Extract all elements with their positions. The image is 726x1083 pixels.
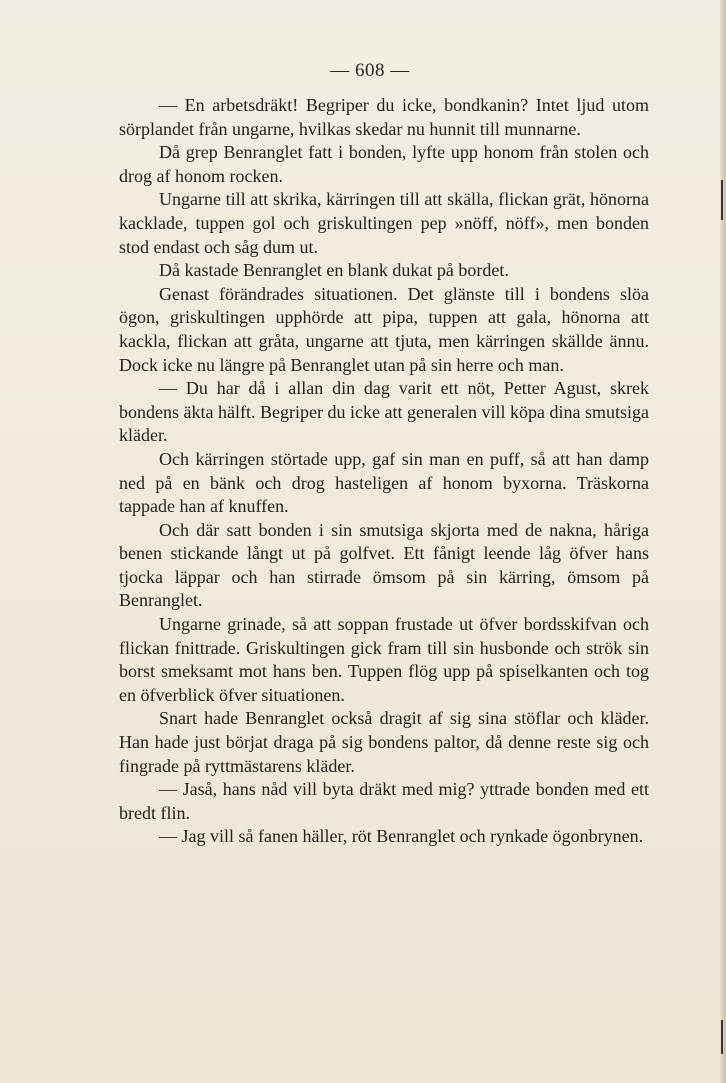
paragraph: — Du har då i allan din dag varit ett nöt, Petter Agust, skrek bondens äkta hälft. Begriper du icke att generalen vill köpa dina smutsiga kläder.: [119, 378, 649, 446]
paragraph: Snart hade Benranglet också dragit af sig sina stöflar och kläder. Han hade just börjat draga på sig bondens paltor, då denne reste sig och fingrade på ryttmästarens kläder.: [119, 708, 649, 776]
paragraph: Genast förändrades situationen. Det glänste till i bondens slöa ögon, griskultingen upphörde att pipa, tuppen att gala, hönorna att kackla, flickan att gråta, ungarne att tjuta, men kärringen skällde ännu. Dock icke nu längre på Benranglet utan på sin herre och man.: [119, 283, 649, 375]
page-number: — 608 —: [330, 60, 410, 81]
paragraph: — Jag vill så fanen häller, röt Benranglet och rynkade ögonbrynen.: [159, 826, 644, 847]
paragraph: Och där satt bonden i sin smutsiga skjorta med de nakna, håriga benen stickande långt ut på golfvet. Ett fånigt leende låg öfver hans tjocka läppar och han stirrade ömsom på sin kärring, ömsom på Benranglet.: [119, 519, 649, 611]
body-text: [119, 94, 649, 849]
edge-mark: [721, 1020, 723, 1054]
paragraph: — Jaså, hans nåd vill byta dräkt med mig? yttrade bonden med ett bredt flin.: [119, 779, 649, 823]
paragraph: — En arbetsdräkt! Begriper du icke, bondkanin? Intet ljud utom sörplandet från ungarne, hvilkas skedar nu hunnit till munnarne.: [119, 95, 649, 139]
paragraph: Ungarne till att skrika, kärringen till att skälla, flickan grät, hönorna kacklade, tuppen gol och griskultingen pep »nöff, nöff», men bonden stod endast och såg dum ut.: [119, 189, 649, 257]
paragraph: Och kärringen störtade upp, gaf sin man en puff, så att han damp ned på en bänk och drog hasteligen af honom byxorna. Träskorna tappade han af knuffen.: [119, 448, 649, 517]
page-edge: [720, 0, 726, 1083]
paragraph: Då kastade Benranglet en blank dukat på bordet.: [159, 260, 509, 281]
paragraph: Då grep Benranglet fatt i bonden, lyfte upp honom från stolen och drog af honom rocken.: [119, 142, 649, 186]
edge-mark: [721, 180, 723, 220]
paragraph: Ungarne grinade, så att soppan frustade ut öfver bordsskifvan och flickan fnittrade. Griskultingen gick fram till sin husbonde och strök sin borst smeksamt mot hans ben. Tuppen flög upp på spiselkanten och tog en öfverblick öfver situationen.: [119, 614, 649, 705]
